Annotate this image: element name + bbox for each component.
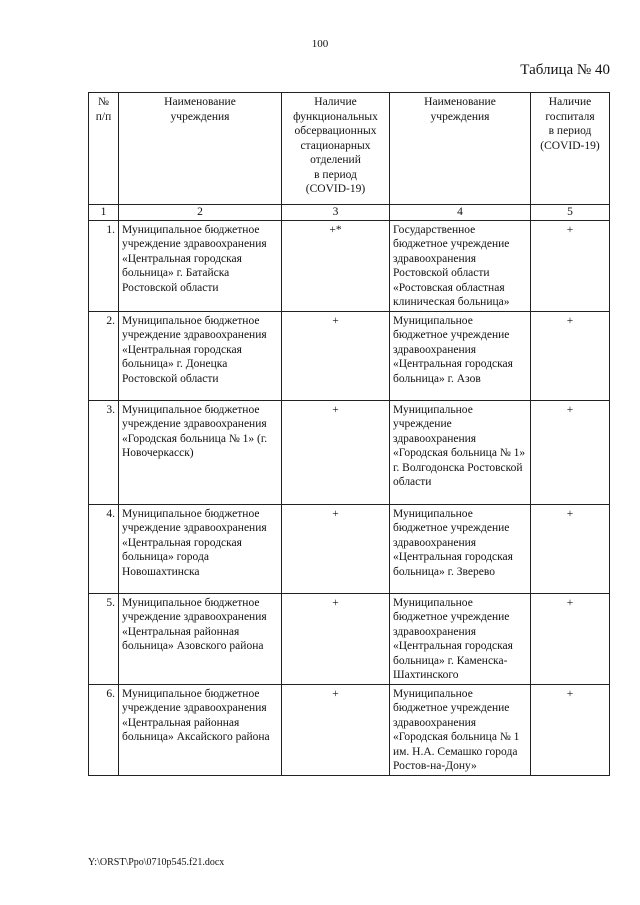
hospital-mark: +: [531, 504, 610, 593]
institution-name-2: Муниципальное бюджетное учреждение здравоохранения «Центральная городская больница» г. Зверево: [390, 504, 531, 593]
table-title: Таблица № 40: [520, 62, 610, 78]
column-index: 2: [119, 205, 282, 221]
hospital-mark: +: [531, 684, 610, 775]
column-index: 3: [282, 205, 390, 221]
hospital-mark: +: [531, 593, 610, 684]
observation-mark: +: [282, 593, 390, 684]
observation-mark: +*: [282, 220, 390, 311]
column-index: 5: [531, 205, 610, 221]
institution-name-1: Муниципальное бюджетное учреждение здравоохранения «Центральная городская больница» г. Батайска Ростовской области: [119, 220, 282, 311]
header-institution-name-2: Наименование учреждения: [390, 93, 531, 205]
row-number: 1.: [89, 220, 119, 311]
header-number: [89, 93, 119, 205]
observation-mark: +: [282, 684, 390, 775]
institution-name-1: Муниципальное бюджетное учреждение здравоохранения «Центральная городская больница» города Новошахтинска: [119, 504, 282, 593]
table-row: [89, 593, 610, 684]
table-row: [89, 400, 610, 504]
table-row: [89, 311, 610, 400]
observation-mark: +: [282, 311, 390, 400]
column-index-row: [89, 205, 610, 221]
page-number: 100: [311, 38, 329, 50]
header-number-line1: №: [98, 96, 109, 108]
header-number-line2: п/п: [95, 110, 112, 123]
institution-name-1: Муниципальное бюджетное учреждение здравоохранения «Центральная районная больница» Аксайского района: [119, 684, 282, 775]
hospital-table: [88, 92, 610, 776]
institution-name-2: Муниципальное учреждение здравоохранения «Городская больница № 1» г. Волгодонска Ростовской области: [390, 400, 531, 504]
footer-file-path: Y:\ORST\Ppo\0710p545.f21.docx: [88, 857, 225, 868]
row-number: 6.: [89, 684, 119, 775]
table-header-row: [89, 93, 610, 205]
institution-name-1: Муниципальное бюджетное учреждение здравоохранения «Центральная районная больница» Азовского района: [119, 593, 282, 684]
institution-name-2: Муниципальное бюджетное учреждение здравоохранения «Городская больница № 1 им. Н.А. Семашко города Ростов-на-Дону»: [390, 684, 531, 775]
institution-name-1: Муниципальное бюджетное учреждение здравоохранения «Центральная городская больница» г. Донецка Ростовской области: [119, 311, 282, 400]
hospital-mark: +: [531, 220, 610, 311]
row-number: 2.: [89, 311, 119, 400]
row-number: 4.: [89, 504, 119, 593]
table-row: [89, 220, 610, 311]
row-number: 5.: [89, 593, 119, 684]
column-index: 1: [89, 205, 119, 221]
column-index: 4: [390, 205, 531, 221]
row-number: 3.: [89, 400, 119, 504]
header-institution-name-1: Наименование учреждения: [119, 93, 282, 205]
institution-name-2: Муниципальное бюджетное учреждение здравоохранения «Центральная городская больница» г. Каменска-Шахтинского: [390, 593, 531, 684]
institution-name-1: Муниципальное бюджетное учреждение здравоохранения «Городская больница № 1» (г. Новочеркасск): [119, 400, 282, 504]
observation-mark: +: [282, 504, 390, 593]
hospital-mark: +: [531, 400, 610, 504]
institution-name-2: Государственное бюджетное учреждение здравоохранения Ростовской области «Ростовская областная клиническая больница»: [390, 220, 531, 311]
hospital-mark: +: [531, 311, 610, 400]
observation-mark: +: [282, 400, 390, 504]
header-observation-units: Наличие функциональных обсервационных стационарных отделений в период (COVID-19): [282, 93, 390, 205]
header-covid-hospital: Наличие госпиталя в период (COVID-19): [531, 93, 610, 205]
institution-name-2: Муниципальное бюджетное учреждение здравоохранения «Центральная городская больница» г. Азов: [390, 311, 531, 400]
table-row: [89, 504, 610, 593]
table-row: [89, 684, 610, 775]
